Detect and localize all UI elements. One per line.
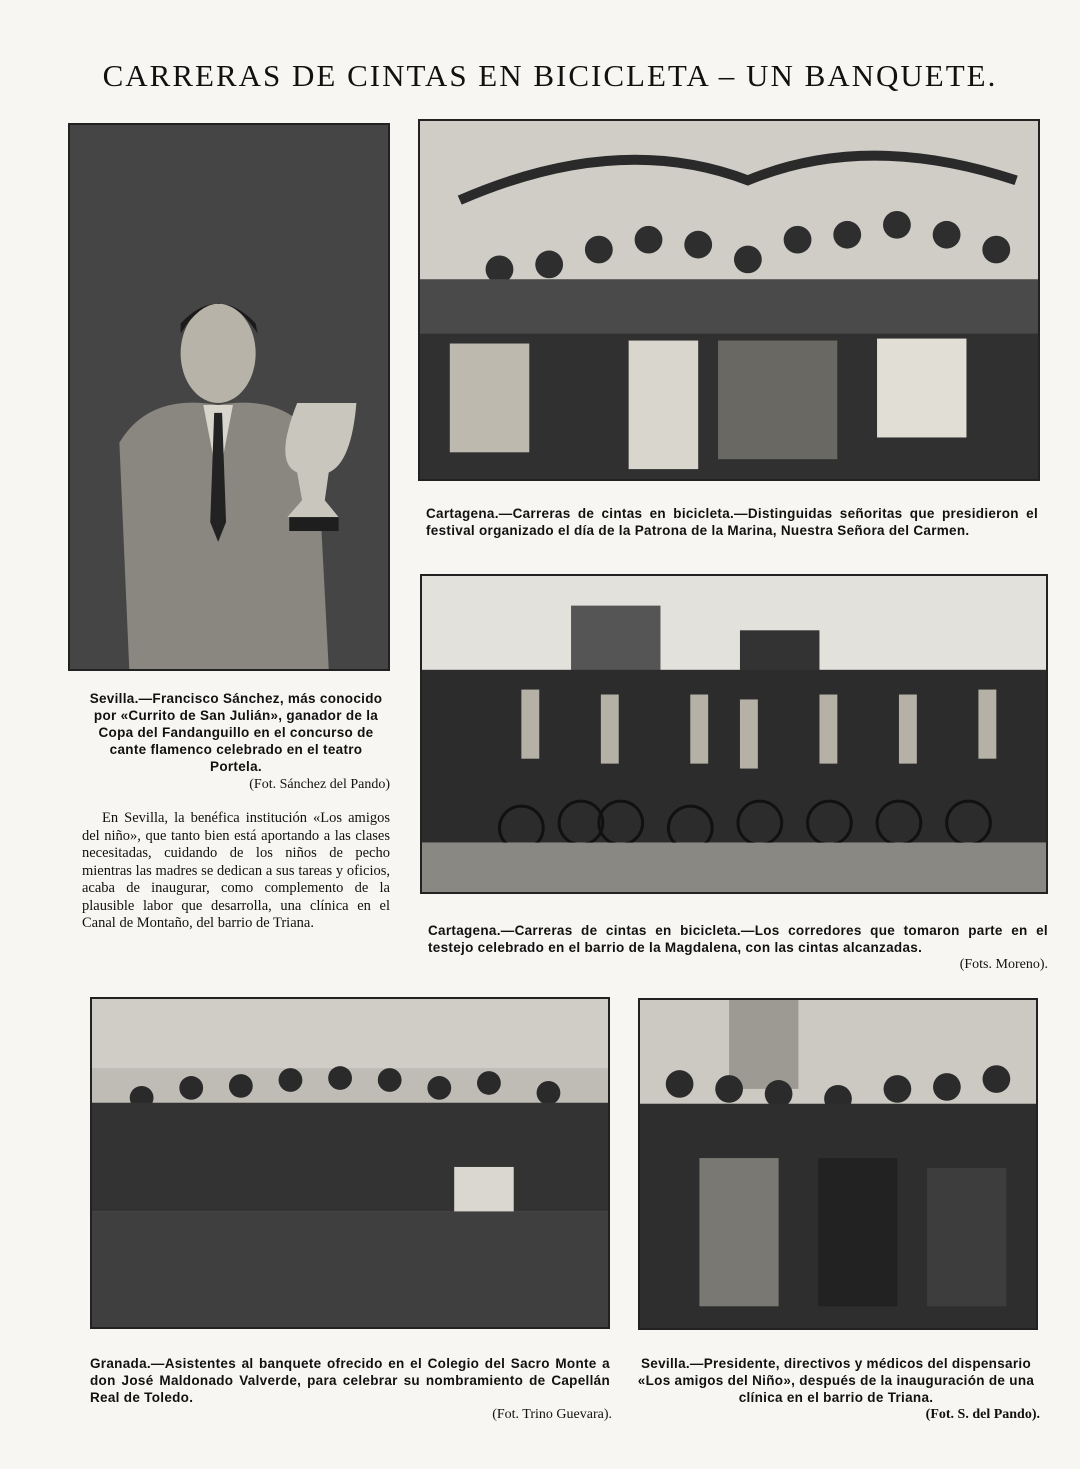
- photo-granada-banquete: [90, 997, 610, 1329]
- caption-granada: Granada.—Asistentes al banquete ofrecido en el Colegio del Sacro Monte a don José Maldonado Valverde, para celebrar su nombramiento de Capellán Real de Toledo.: [90, 1356, 610, 1405]
- article-text: En Sevilla, la benéfica institución «Los amigos del niño», que tanto bien está aportando a las clases necesitadas, cuidando de los niños de pecho mientras las madres se dedican a sus tareas y oficios, acaba de inaugurar, como complemento de la plausible labor que desarrolla, una clínica en el Canal de Montaño, del barrio de Triana.: [82, 810, 390, 931]
- credit-corredores: (Fots. Moreno).: [959, 957, 1048, 972]
- credit-currito: (Fot. Sánchez del Pando): [249, 777, 390, 792]
- photo-currito-with-trophy: [68, 123, 390, 671]
- senoritas-illustration: [420, 121, 1038, 479]
- photo-dispensario-triana: [638, 998, 1038, 1330]
- page-headline: CARRERAS DE CINTAS EN BICICLETA – UN BANQUETE.: [102, 58, 998, 93]
- portrait-illustration: [70, 125, 388, 669]
- corredores-illustration: [422, 576, 1046, 892]
- credit-dispensario: (Fot. S. del Pando).: [925, 1407, 1040, 1422]
- credit-granada: (Fot. Trino Guevara).: [492, 1407, 612, 1422]
- caption-corredores: Cartagena.—Carreras de cintas en bicicleta.—Los corredores que tomaron parte en el testejo celebrado en el barrio de la Magdalena, con las cintas alcanzadas.: [428, 923, 1048, 955]
- photo-corredores-bicicleta: [420, 574, 1048, 894]
- granada-illustration: [92, 999, 608, 1327]
- caption-currito: Sevilla.—Francisco Sánchez, más conocido por «Currito de San Julián», ganador de la Copa del Fandanguillo en el concurso de cante flamenco celebrado en el teatro Portela.: [89, 691, 383, 774]
- caption-senoritas: Cartagena.—Carreras de cintas en bicicleta.—Distinguidas señoritas que presidieron el festival organizado el día de la Patrona de la Marina, Nuestra Señora del Carmen.: [426, 506, 1038, 538]
- photo-senoritas-balcony: [418, 119, 1040, 481]
- dispensario-illustration: [640, 1000, 1036, 1328]
- caption-dispensario: Sevilla.—Presidente, directivos y médicos del dispensario «Los amigos del Niño», después de la inauguración de una clínica en el barrio de Triana.: [637, 1356, 1035, 1405]
